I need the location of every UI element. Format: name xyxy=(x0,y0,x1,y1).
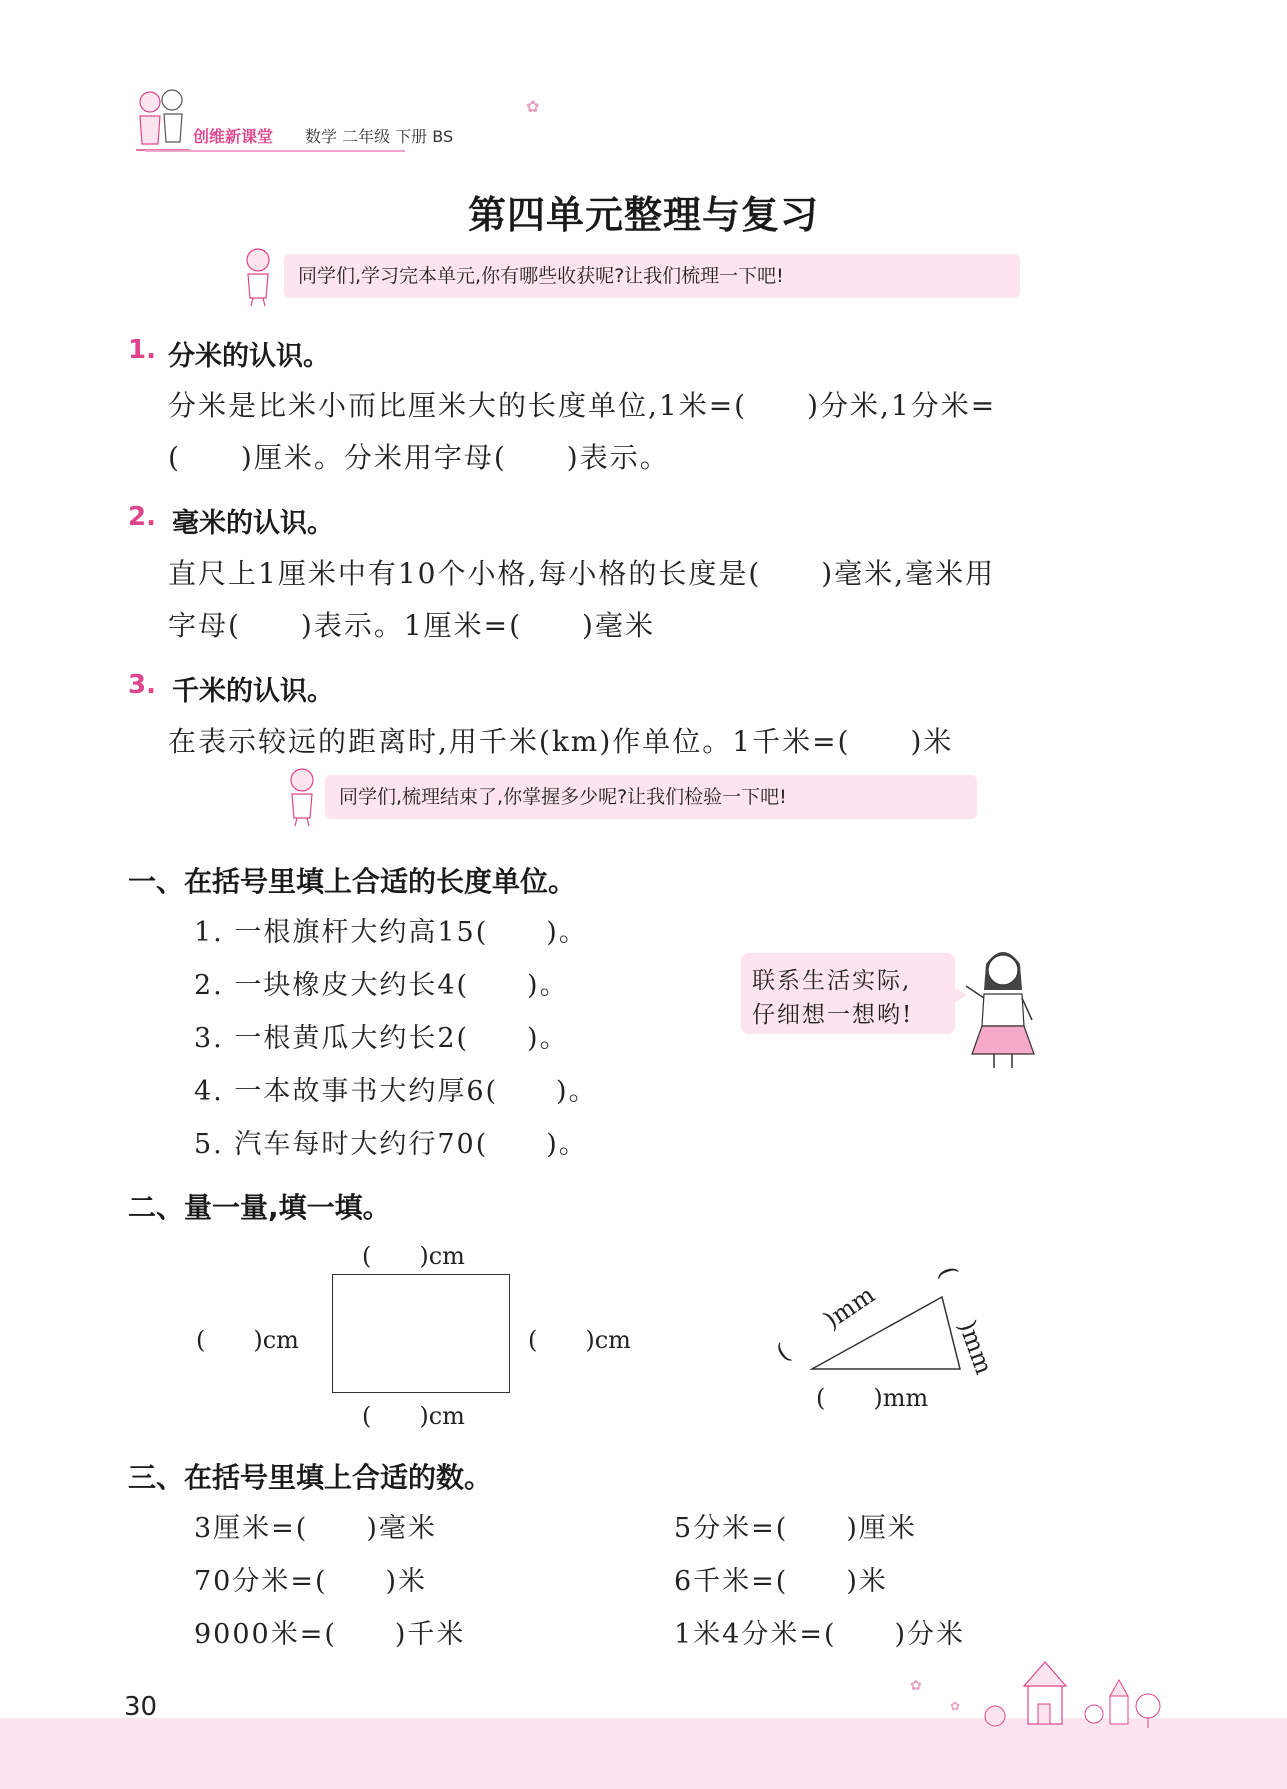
hint-line-2: 仔细想一想哟! xyxy=(752,1002,914,1028)
page-number: 30 xyxy=(124,1692,158,1722)
review-2-number: 2. xyxy=(128,502,156,532)
part-1-item-2: 2. 一块橡皮大约长4( )。 xyxy=(194,970,569,1001)
review-2-line-1: 直尺上1厘米中有10个小格,每小格的长度是( )毫米,毫米用 xyxy=(168,557,996,590)
review-1-number: 1. xyxy=(128,335,156,365)
rect-right-measure: ( )cm xyxy=(528,1326,631,1354)
part-3-left-1: 3厘米=( )毫米 xyxy=(194,1513,437,1544)
part-1-item-3: 3. 一根黄瓜大约长2( )。 xyxy=(194,1023,569,1054)
review-3-title: 千米的认识。 xyxy=(172,676,334,707)
part-1-item-4: 4. 一本故事书大约厚6( )。 xyxy=(194,1076,598,1107)
check-tip: 同学们,梳理结束了,你掌握多少呢?让我们检验一下吧! xyxy=(325,775,977,819)
part-3-right-1: 5分米=( )厘米 xyxy=(674,1513,917,1544)
review-2-title: 毫米的认识。 xyxy=(172,508,334,539)
rectangle-figure xyxy=(332,1274,510,1393)
girl-teacher-illustration xyxy=(958,942,1048,1070)
review-3-number: 3. xyxy=(128,670,156,700)
part-1-item-1: 1. 一根旗杆大约高15( )。 xyxy=(194,917,588,948)
header-kids-illustration xyxy=(128,86,198,156)
flower-icon: ✿ xyxy=(526,97,540,116)
triangle-base-measure: ( )mm xyxy=(816,1384,929,1412)
review-1-title: 分米的认识。 xyxy=(168,341,330,372)
review-1-line-1: 分米是比米小而比厘米大的长度单位,1米=( )分米,1分米= xyxy=(168,389,997,422)
page-title: 第四单元整理与复习 xyxy=(467,193,819,237)
review-2-line-2: 字母( )表示。1厘米=( )毫米 xyxy=(168,609,655,642)
header-brand: 创维新课堂 xyxy=(193,127,274,146)
part-1-title: 一、在括号里填上合适的长度单位。 xyxy=(128,865,577,898)
rect-top-measure: ( )cm xyxy=(362,1242,465,1270)
part-1-item-5: 5. 汽车每时大约行70( )。 xyxy=(194,1129,588,1160)
part-3-right-3: 1米4分米=( )分米 xyxy=(674,1619,966,1650)
header-subtitle: 数学 二年级 下册 BS xyxy=(305,127,454,146)
svg-text:✿: ✿ xyxy=(910,1678,922,1694)
part-3-left-2: 70分米=( )米 xyxy=(194,1566,428,1597)
review-1-line-2: ( )厘米。分米用字母( )表示。 xyxy=(168,441,670,474)
rect-left-measure: ( )cm xyxy=(196,1326,299,1354)
rect-bottom-measure: ( )cm xyxy=(362,1402,465,1430)
intro-tip: 同学们,学习完本单元,你有哪些收获呢?让我们梳理一下吧! xyxy=(284,254,1020,298)
part-3-left-3: 9000米=( )千米 xyxy=(194,1619,466,1650)
triangle-right-measure: ( )mm xyxy=(933,1262,999,1378)
triangle-left-measure: ( )mm xyxy=(771,1280,880,1367)
part-2-title: 二、量一量,填一填。 xyxy=(128,1191,391,1224)
castle-trees-decoration xyxy=(880,1650,1180,1730)
review-3-line-1: 在表示较远的距离时,用千米(km)作单位。1千米=( )米 xyxy=(168,725,954,758)
svg-text:✿: ✿ xyxy=(950,1699,961,1713)
girl-mascot-icon xyxy=(236,246,280,308)
part-3-right-2: 6千米=( )米 xyxy=(674,1566,888,1597)
hint-line-1: 联系生活实际, xyxy=(752,968,912,994)
header-divider xyxy=(145,150,405,152)
girl-mascot-icon xyxy=(280,766,324,828)
part-3-title: 三、在括号里填上合适的数。 xyxy=(128,1461,493,1494)
